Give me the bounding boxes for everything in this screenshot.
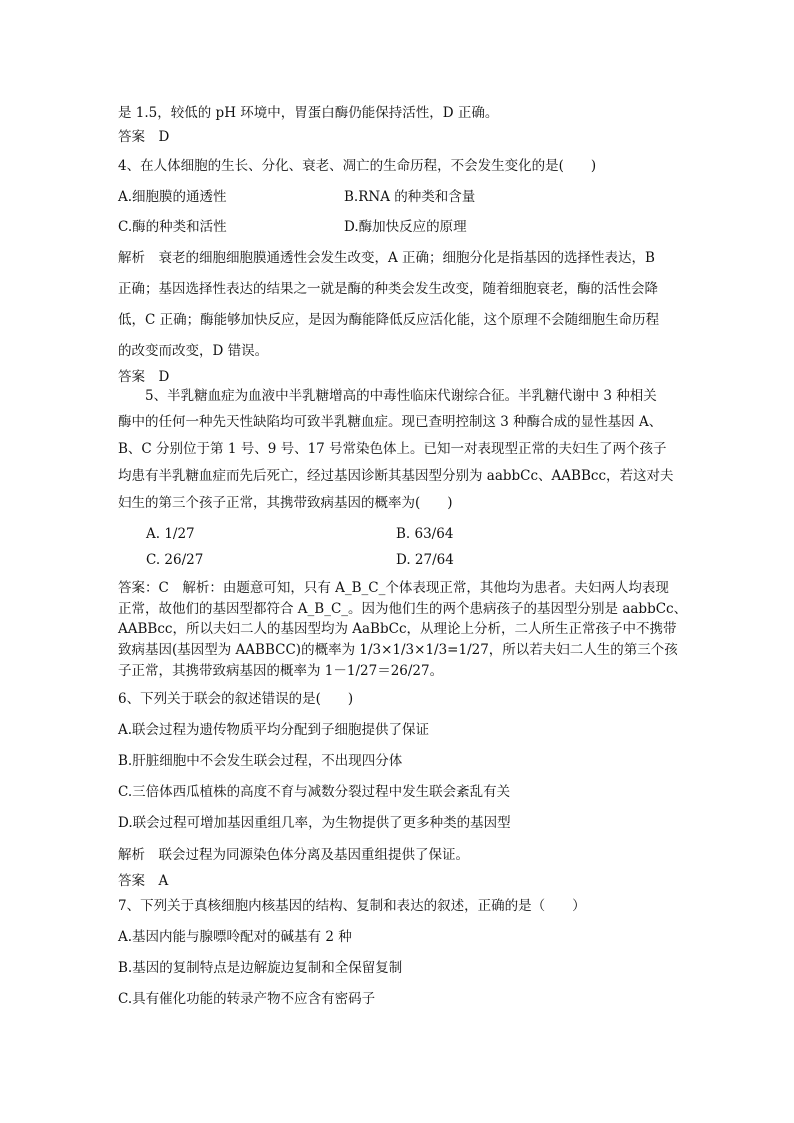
option-b: B. 63/64 — [396, 526, 454, 542]
option-a: A.细胞膜的通透性 — [118, 189, 227, 205]
explanation-line: 的改变而改变，D 错误。 — [118, 343, 269, 359]
option-c: C. 26/27 — [146, 552, 204, 568]
explanation-line: 正确；基因选择性表达的结果之一就是酶的种类会发生改变，随着细胞衰老，酶的活性会降 — [118, 281, 658, 297]
question-5-stem: 均患有半乳糖血症而先后死亡，经过基因诊断其基因型分别为 aabbCc、AABBcc，若这对夫 — [118, 468, 674, 484]
question-5-options-row-2 — [118, 551, 678, 569]
option-b: B.RNA 的种类和含量 — [344, 189, 476, 205]
option-d: D.联会过程可增加基因重组几率，为生物提供了更多种类的基因型 — [118, 815, 511, 831]
option-b: B.肝脏细胞中不会发生联会过程，不出现四分体 — [118, 753, 403, 769]
option-a: A.联会过程为遗传物质平均分配到子细胞提供了保证 — [118, 722, 430, 738]
question-4-options-row-1 — [118, 188, 678, 206]
explanation-line: 答案：C 解析：由题意可知，只有 A_B_C_个体表现正常，其他均为患者。夫妇两人均表现 — [118, 580, 669, 596]
explanation-line: 低，C 正确；酶能够加快反应，是因为酶能降低反应活化能，这个原理不会随细胞生命历程 — [118, 312, 660, 328]
option-d: D.酶加快反应的原理 — [344, 219, 467, 235]
answer-line: 答案 A — [118, 873, 169, 889]
explanation-line: 致病基因(基因型为 AABBCC)的概率为 1/3×1/3×1/3=1/27，所以若夫妇二人生的第三个孩 — [118, 642, 678, 658]
explanation-line: AABBcc，所以夫妇二人的基因型均为 AaBbCc，从理论上分析，二人所生正常孩子中不携带 — [118, 621, 677, 637]
option-a: A. 1/27 — [146, 526, 195, 542]
option-c: C.三倍体西瓜植株的高度不育与减数分裂过程中发生联会紊乱有关 — [118, 784, 511, 800]
option-b: B.基因的复制特点是边解旋边复制和全保留复制 — [118, 960, 403, 976]
explanation-line: 正常，故他们的基因型都符合 A_B_C_。因为他们生的两个患病孩子的基因型分别是 aabbCc、 — [118, 601, 688, 617]
option-a: A.基因内能与腺嘌呤配对的碱基有 2 种 — [118, 929, 352, 945]
explanation-line: 解析 联会过程为同源染色体分离及基因重组提供了保证。 — [118, 847, 469, 863]
question-7-stem: 7、下列关于真核细胞内核基因的结构、复制和表达的叙述，正确的是（ ） — [118, 898, 586, 914]
option-c: C.具有催化功能的转录产物不应含有密码子 — [118, 991, 376, 1007]
text-line: 是 1.5，较低的 pH 环境中，胃蛋白酶仍能保持活性，D 正确。 — [118, 105, 499, 121]
answer-line: 答案 D — [118, 369, 170, 385]
question-6-stem: 6、下列关于联会的叙述错误的是( ) — [118, 691, 354, 707]
question-5-stem: 妇生的第三个孩子正常，其携带致病基因的概率为( ) — [118, 495, 453, 511]
explanation-line: 子正常，其携带致病基因的概率为 1－1/27＝26/27。 — [118, 663, 444, 679]
question-5-options-row-1 — [118, 525, 678, 543]
question-5-stem: 酶中的任何一种先天性缺陷均可致半乳糖血症。现已查明控制这 3 种酶合成的显性基因 A、 — [118, 414, 663, 430]
question-4-options-row-2 — [118, 218, 678, 236]
question-5-stem: 5、半乳糖血症为血液中半乳糖增高的中毒性临床代谢综合征。半乳糖代谢中 3 种相关 — [145, 388, 657, 404]
question-4-stem: 4、在人体细胞的生长、分化、衰老、凋亡的生命历程，不会发生变化的是( ) — [118, 158, 597, 174]
option-d: D. 27/64 — [396, 552, 454, 568]
answer-line: 答案 D — [118, 129, 170, 145]
option-c: C.酶的种类和活性 — [118, 219, 227, 235]
explanation-line: 解析 衰老的细胞细胞膜通透性会发生改变，A 正确；细胞分化是指基因的选择性表达，B — [118, 250, 655, 266]
question-5-stem: B、C 分别位于第 1 号、9 号、17 号常染色体上。已知一对表现型正常的夫妇生了两个孩子 — [118, 441, 667, 457]
